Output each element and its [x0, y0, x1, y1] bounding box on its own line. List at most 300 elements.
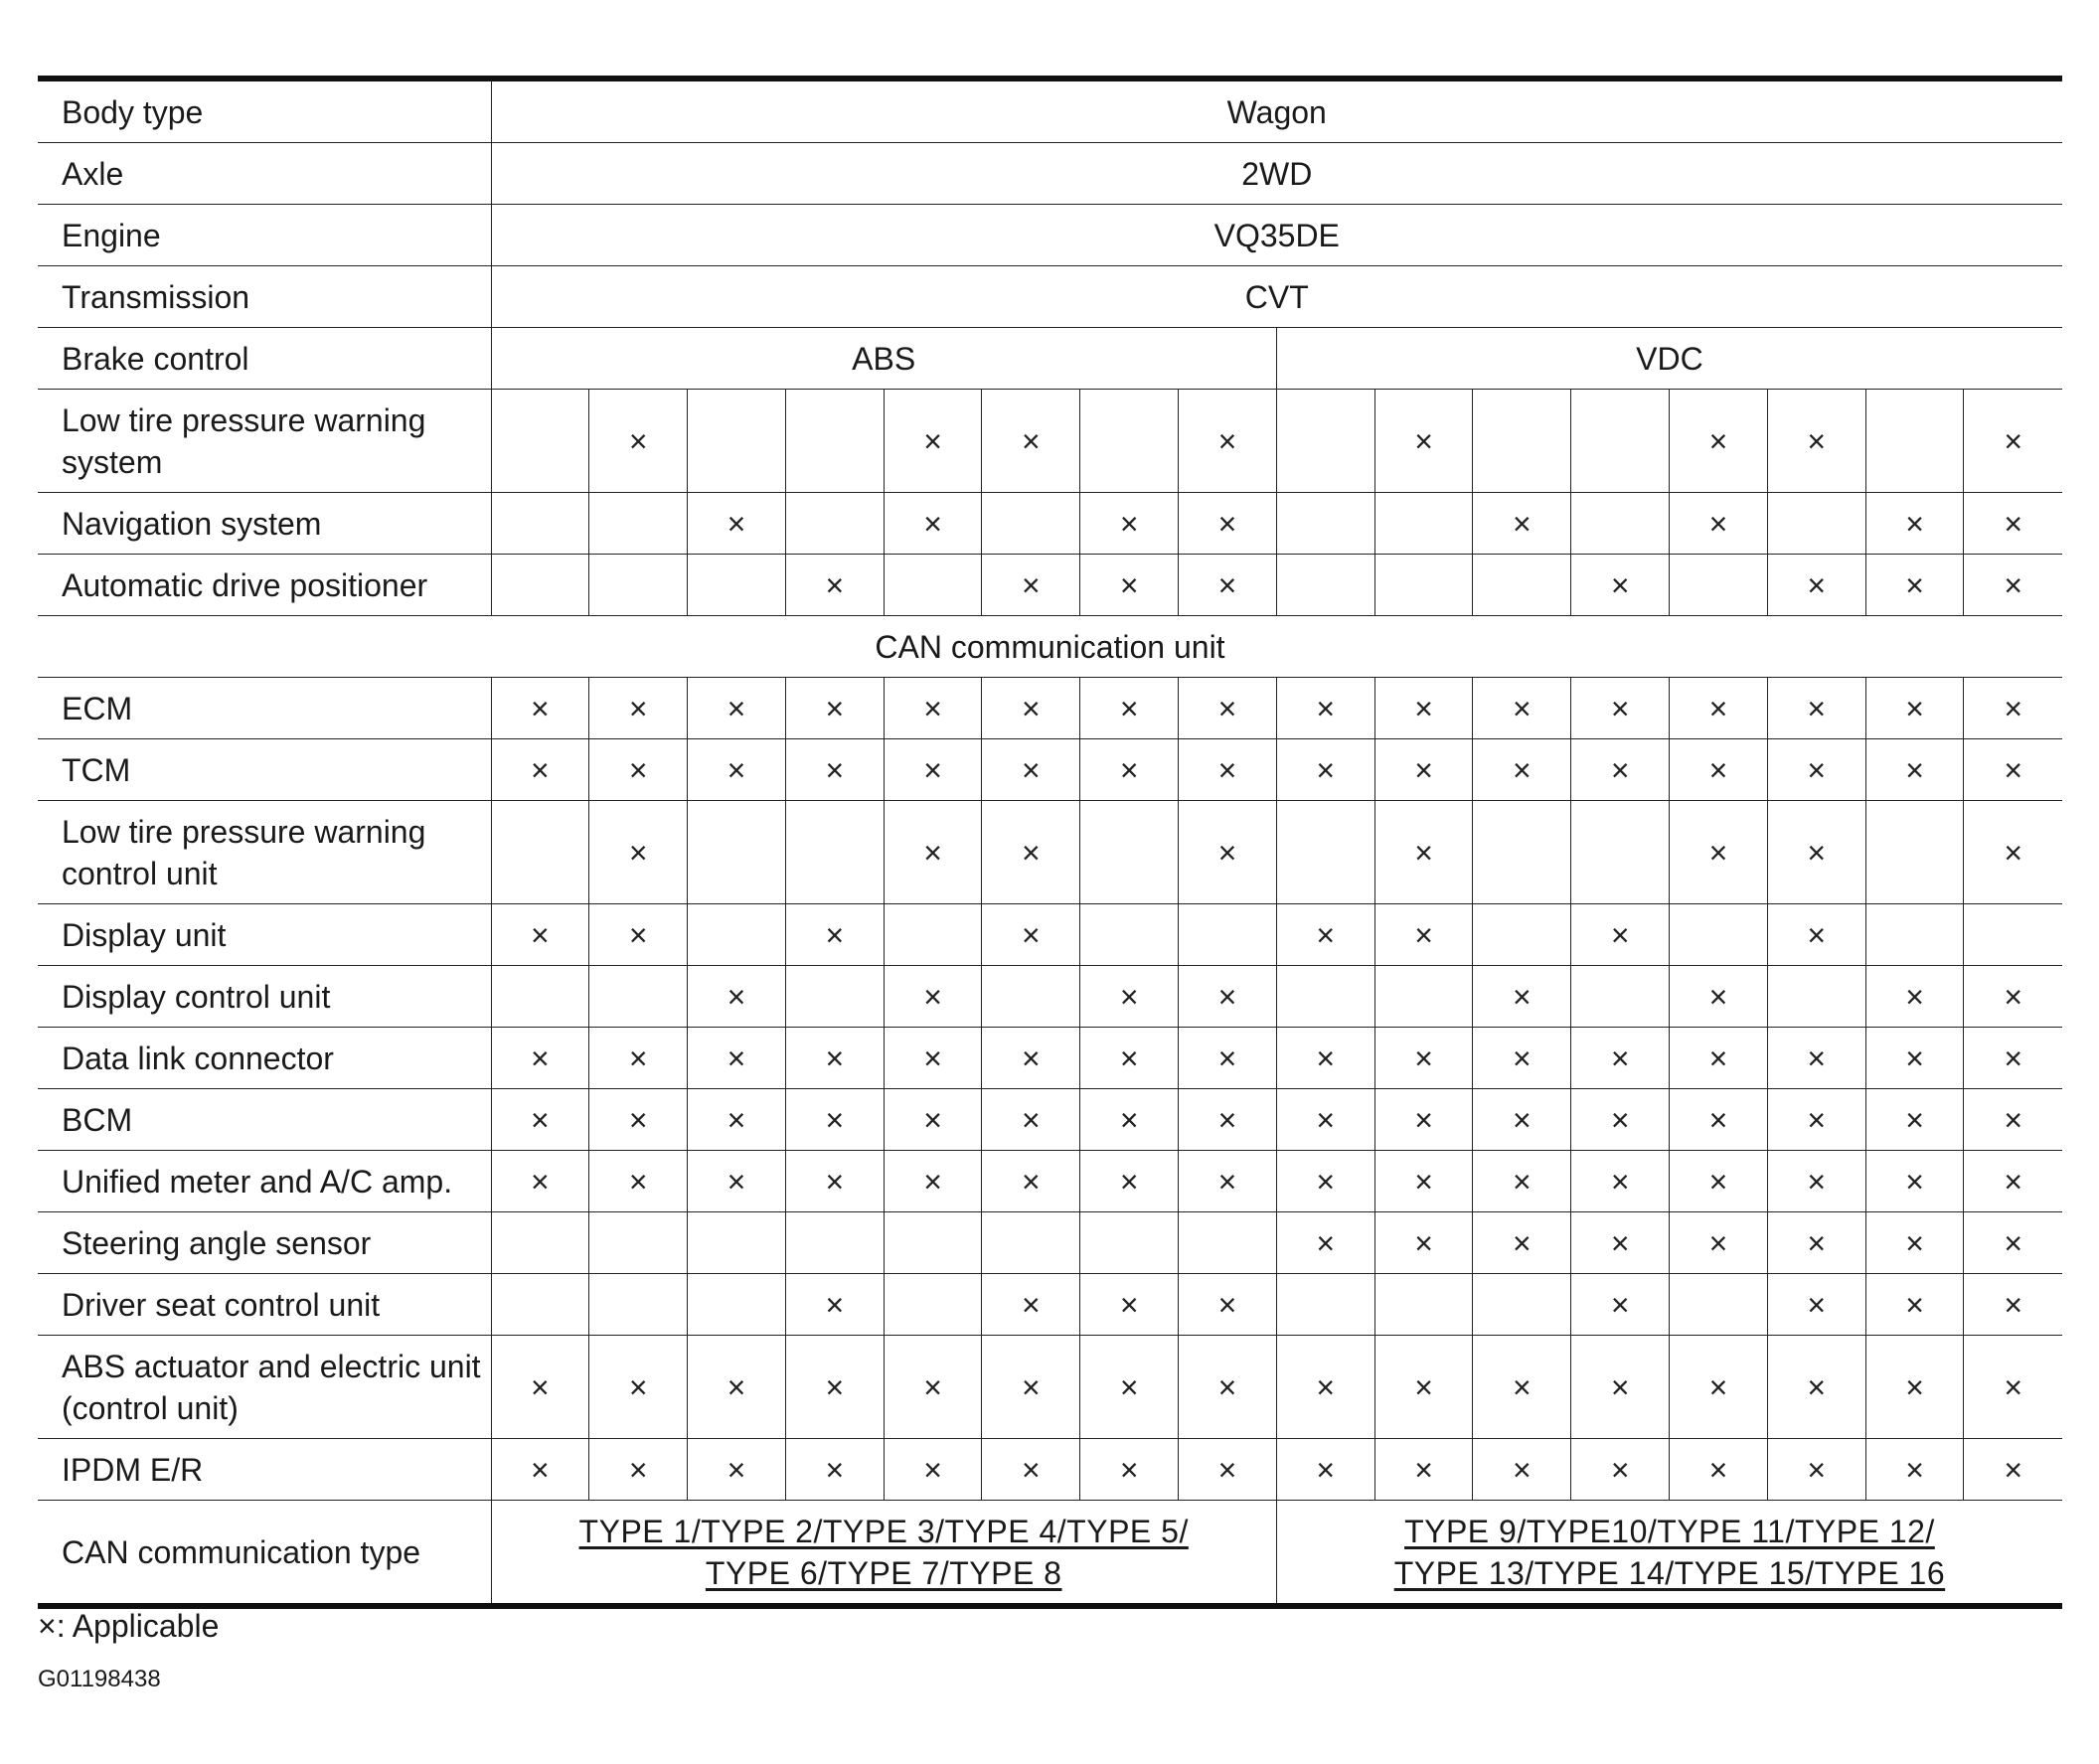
row-label: Display unit: [38, 904, 491, 966]
empty-cell: [1964, 904, 2062, 966]
applicable-mark: ×: [884, 739, 982, 801]
applicable-mark: ×: [589, 1336, 688, 1439]
applicable-mark: ×: [1374, 739, 1473, 801]
unit-row: [38, 966, 2062, 1028]
applicable-mark: ×: [1865, 493, 1964, 555]
applicable-mark: ×: [491, 1439, 589, 1501]
applicable-mark: ×: [884, 678, 982, 739]
empty-cell: [1276, 390, 1374, 493]
applicable-mark: ×: [1571, 1028, 1670, 1089]
row-label: Navigation system: [38, 493, 491, 555]
row-label: ECM: [38, 678, 491, 739]
applicable-mark: ×: [1964, 390, 2062, 493]
applicable-mark: ×: [884, 1151, 982, 1212]
applicable-mark: ×: [1374, 1028, 1473, 1089]
applicable-mark: ×: [1374, 1089, 1473, 1151]
unit-row: [38, 1089, 2062, 1151]
applicable-mark: ×: [1767, 1212, 1865, 1274]
type-line: TYPE 1/TYPE 2/TYPE 3/TYPE 4/TYPE 5/: [578, 1513, 1189, 1549]
applicable-mark: ×: [1670, 1336, 1768, 1439]
empty-cell: [884, 1274, 982, 1336]
applicable-mark: ×: [1473, 493, 1571, 555]
spec-row: [38, 266, 2062, 328]
applicable-mark: ×: [688, 493, 786, 555]
applicable-mark: ×: [1080, 1151, 1179, 1212]
applicable-mark: ×: [1964, 1028, 2062, 1089]
empty-cell: [589, 493, 688, 555]
applicable-mark: ×: [982, 390, 1080, 493]
empty-cell: [589, 1212, 688, 1274]
applicable-mark: ×: [982, 1439, 1080, 1501]
applicable-mark: ×: [1179, 390, 1277, 493]
row-label: Unified meter and A/C amp.: [38, 1151, 491, 1212]
applicable-mark: ×: [491, 1089, 589, 1151]
applicable-mark: ×: [1179, 678, 1277, 739]
empty-cell: [1080, 801, 1179, 904]
applicable-mark: ×: [1080, 1274, 1179, 1336]
feature-row: [38, 555, 2062, 616]
applicable-mark: ×: [785, 739, 884, 801]
empty-cell: [1080, 390, 1179, 493]
applicable-mark: ×: [589, 801, 688, 904]
empty-cell: [589, 1274, 688, 1336]
applicable-mark: ×: [1571, 904, 1670, 966]
empty-cell: [884, 555, 982, 616]
empty-cell: [1571, 390, 1670, 493]
empty-cell: [1571, 801, 1670, 904]
empty-cell: [884, 1212, 982, 1274]
applicable-mark: ×: [982, 801, 1080, 904]
applicable-mark: ×: [589, 739, 688, 801]
applicable-mark: ×: [884, 966, 982, 1028]
applicable-mark: ×: [1374, 1212, 1473, 1274]
empty-cell: [1080, 904, 1179, 966]
applicable-mark: ×: [1964, 739, 2062, 801]
unit-row: [38, 801, 2062, 904]
applicable-mark: ×: [982, 904, 1080, 966]
row-value: 2WD: [491, 143, 2062, 205]
unit-row: [38, 1336, 2062, 1439]
row-label: Automatic drive positioner: [38, 555, 491, 616]
applicable-mark: ×: [1865, 555, 1964, 616]
applicable-mark: ×: [785, 1439, 884, 1501]
applicable-mark: ×: [688, 1089, 786, 1151]
applicable-mark: ×: [1473, 1151, 1571, 1212]
applicable-mark: ×: [1670, 1151, 1768, 1212]
applicable-mark: ×: [688, 966, 786, 1028]
brake-group-0: ABS: [491, 328, 1276, 390]
empty-cell: [688, 1274, 786, 1336]
applicable-mark: ×: [589, 678, 688, 739]
applicable-mark: ×: [1964, 555, 2062, 616]
row-label: Engine: [38, 205, 491, 266]
applicable-mark: ×: [1571, 678, 1670, 739]
applicable-mark: ×: [589, 1089, 688, 1151]
applicable-mark: ×: [1473, 966, 1571, 1028]
applicable-mark: ×: [785, 1089, 884, 1151]
applicable-mark: ×: [1276, 739, 1374, 801]
applicable-mark: ×: [491, 678, 589, 739]
row-value: Wagon: [491, 79, 2062, 143]
applicable-mark: ×: [1670, 390, 1768, 493]
applicable-mark: ×: [1767, 1028, 1865, 1089]
empty-cell: [982, 966, 1080, 1028]
applicable-mark: ×: [1767, 739, 1865, 801]
empty-cell: [1670, 1274, 1768, 1336]
applicable-mark: ×: [1964, 1274, 2062, 1336]
applicable-mark: ×: [982, 1089, 1080, 1151]
applicable-mark: ×: [1179, 1439, 1277, 1501]
applicable-mark: ×: [1276, 1439, 1374, 1501]
applicable-mark: ×: [1865, 1212, 1964, 1274]
applicable-mark: ×: [1473, 1439, 1571, 1501]
applicable-mark: ×: [1670, 739, 1768, 801]
applicable-mark: ×: [1865, 1089, 1964, 1151]
row-label: Body type: [38, 79, 491, 143]
applicable-mark: ×: [1080, 1336, 1179, 1439]
applicable-mark: ×: [785, 678, 884, 739]
row-value: CVT: [491, 266, 2062, 328]
row-label: IPDM E/R: [38, 1439, 491, 1501]
empty-cell: [1080, 1212, 1179, 1274]
applicable-mark: ×: [688, 739, 786, 801]
applicable-mark: ×: [1276, 1028, 1374, 1089]
applicable-mark: ×: [1571, 1212, 1670, 1274]
empty-cell: [1473, 801, 1571, 904]
applicable-mark: ×: [1571, 1439, 1670, 1501]
applicable-mark: ×: [1374, 1439, 1473, 1501]
row-label: Display control unit: [38, 966, 491, 1028]
applicable-mark: ×: [1179, 966, 1277, 1028]
applicable-mark: ×: [1865, 1028, 1964, 1089]
empty-cell: [491, 493, 589, 555]
applicable-mark: ×: [1276, 1336, 1374, 1439]
empty-cell: [1276, 801, 1374, 904]
applicable-mark: ×: [785, 904, 884, 966]
applicable-mark: ×: [884, 801, 982, 904]
empty-cell: [1473, 904, 1571, 966]
applicable-mark: ×: [1276, 1212, 1374, 1274]
applicable-mark: ×: [1080, 493, 1179, 555]
empty-cell: [1276, 966, 1374, 1028]
type-line: TYPE 13/TYPE 14/TYPE 15/TYPE 16: [1393, 1554, 1946, 1591]
applicable-mark: ×: [1767, 1089, 1865, 1151]
spec-row: [38, 143, 2062, 205]
row-label: Data link connector: [38, 1028, 491, 1089]
applicable-mark: ×: [785, 1028, 884, 1089]
row-label: Steering angle sensor: [38, 1212, 491, 1274]
unit-row: [38, 678, 2062, 739]
empty-cell: [982, 1212, 1080, 1274]
row-label: TCM: [38, 739, 491, 801]
row-label: Driver seat control unit: [38, 1274, 491, 1336]
applicable-mark: ×: [1374, 801, 1473, 904]
applicable-mark: ×: [785, 1151, 884, 1212]
applicable-mark: ×: [1670, 966, 1768, 1028]
empty-cell: [1179, 904, 1277, 966]
row-label: CAN communication type: [38, 1501, 491, 1607]
applicable-mark: ×: [1865, 739, 1964, 801]
empty-cell: [785, 801, 884, 904]
empty-cell: [1374, 966, 1473, 1028]
applicable-mark: ×: [1571, 555, 1670, 616]
applicable-mark: ×: [884, 1336, 982, 1439]
unit-row: [38, 1028, 2062, 1089]
abs-types: [491, 1501, 1276, 1607]
applicable-mark: ×: [1080, 1439, 1179, 1501]
legend-text: ×: Applicable: [38, 1608, 220, 1644]
applicable-mark: ×: [688, 1439, 786, 1501]
applicable-mark: ×: [1473, 1089, 1571, 1151]
applicable-mark: ×: [785, 555, 884, 616]
applicable-mark: ×: [1179, 1089, 1277, 1151]
row-label: BCM: [38, 1089, 491, 1151]
applicable-mark: ×: [1670, 493, 1768, 555]
empty-cell: [1473, 390, 1571, 493]
unit-row: [38, 904, 2062, 966]
applicable-mark: ×: [1767, 904, 1865, 966]
empty-cell: [1276, 1274, 1374, 1336]
empty-cell: [1767, 966, 1865, 1028]
applicable-mark: ×: [1571, 1089, 1670, 1151]
applicable-mark: ×: [1670, 678, 1768, 739]
empty-cell: [589, 966, 688, 1028]
applicable-mark: ×: [688, 1151, 786, 1212]
applicable-mark: ×: [1473, 739, 1571, 801]
empty-cell: [688, 801, 786, 904]
applicable-mark: ×: [589, 904, 688, 966]
applicable-mark: ×: [982, 1336, 1080, 1439]
applicable-mark: ×: [1179, 1336, 1277, 1439]
section-row: [38, 616, 2062, 678]
empty-cell: [491, 966, 589, 1028]
applicable-mark: ×: [688, 1336, 786, 1439]
row-label: Axle: [38, 143, 491, 205]
applicable-mark: ×: [589, 1151, 688, 1212]
vdc-types: [1276, 1501, 2062, 1607]
applicable-mark: ×: [1571, 739, 1670, 801]
applicable-mark: ×: [1473, 1028, 1571, 1089]
applicable-mark: ×: [982, 1028, 1080, 1089]
empty-cell: [688, 390, 786, 493]
applicable-mark: ×: [1080, 966, 1179, 1028]
empty-cell: [1276, 493, 1374, 555]
brake-group-1: VDC: [1276, 328, 2062, 390]
applicable-mark: ×: [491, 904, 589, 966]
empty-cell: [1571, 966, 1670, 1028]
applicable-mark: ×: [1767, 390, 1865, 493]
applicable-mark: ×: [785, 1336, 884, 1439]
empty-cell: [1865, 801, 1964, 904]
empty-cell: [1276, 555, 1374, 616]
empty-cell: [688, 1212, 786, 1274]
applicable-mark: ×: [589, 1028, 688, 1089]
empty-cell: [1374, 555, 1473, 616]
applicable-mark: ×: [1080, 555, 1179, 616]
applicable-mark: ×: [1374, 904, 1473, 966]
row-label: Low tire pressure warning control unit: [38, 801, 491, 904]
applicable-mark: ×: [1865, 966, 1964, 1028]
applicable-mark: ×: [1964, 1151, 2062, 1212]
applicable-mark: ×: [1670, 1089, 1768, 1151]
empty-cell: [1473, 555, 1571, 616]
applicable-mark: ×: [1473, 1212, 1571, 1274]
empty-cell: [1670, 904, 1768, 966]
applicable-mark: ×: [1964, 1336, 2062, 1439]
empty-cell: [1670, 555, 1768, 616]
applicable-mark: ×: [1670, 1439, 1768, 1501]
applicable-mark: ×: [884, 390, 982, 493]
applicable-mark: ×: [688, 1028, 786, 1089]
applicable-mark: ×: [1865, 1151, 1964, 1212]
spec-row: [38, 79, 2062, 143]
unit-row: [38, 1274, 2062, 1336]
applicable-mark: ×: [982, 1274, 1080, 1336]
applicable-mark: ×: [982, 1151, 1080, 1212]
empty-cell: [1473, 1274, 1571, 1336]
applicable-mark: ×: [884, 493, 982, 555]
empty-cell: [491, 1274, 589, 1336]
applicable-mark: ×: [1179, 493, 1277, 555]
empty-cell: [785, 1212, 884, 1274]
applicable-mark: ×: [1080, 678, 1179, 739]
applicable-mark: ×: [1374, 678, 1473, 739]
empty-cell: [982, 493, 1080, 555]
type-line: TYPE 9/TYPE10/TYPE 11/TYPE 12/: [1404, 1513, 1935, 1549]
row-label: Low tire pressure warning system: [38, 390, 491, 493]
applicable-mark: ×: [1964, 1089, 2062, 1151]
applicable-mark: ×: [1473, 1336, 1571, 1439]
applicable-mark: ×: [1670, 801, 1768, 904]
applicable-mark: ×: [491, 739, 589, 801]
empty-cell: [1865, 390, 1964, 493]
applicable-mark: ×: [1964, 493, 2062, 555]
section-title: CAN communication unit: [38, 616, 2062, 678]
unit-row: [38, 739, 2062, 801]
applicable-mark: ×: [1374, 1151, 1473, 1212]
applicable-mark: ×: [1276, 1151, 1374, 1212]
empty-cell: [1374, 493, 1473, 555]
empty-cell: [1179, 1212, 1277, 1274]
applicable-mark: ×: [1179, 1274, 1277, 1336]
applicable-mark: ×: [1767, 1336, 1865, 1439]
applicable-mark: ×: [1179, 1151, 1277, 1212]
applicable-mark: ×: [1964, 966, 2062, 1028]
applicable-mark: ×: [1865, 1336, 1964, 1439]
spec-row: [38, 205, 2062, 266]
applicable-mark: ×: [884, 1439, 982, 1501]
applicable-mark: ×: [1276, 1089, 1374, 1151]
applicable-mark: ×: [1179, 555, 1277, 616]
type-line: TYPE 6/TYPE 7/TYPE 8: [705, 1554, 1062, 1591]
unit-row: [38, 1439, 2062, 1501]
empty-cell: [688, 555, 786, 616]
empty-cell: [688, 904, 786, 966]
empty-cell: [785, 390, 884, 493]
applicable-mark: ×: [688, 678, 786, 739]
unit-row: [38, 1212, 2062, 1274]
applicable-mark: ×: [1179, 739, 1277, 801]
applicable-mark: ×: [1670, 1212, 1768, 1274]
applicable-mark: ×: [884, 1028, 982, 1089]
empty-cell: [491, 390, 589, 493]
applicable-mark: ×: [982, 739, 1080, 801]
applicable-mark: ×: [1767, 801, 1865, 904]
applicable-mark: ×: [589, 1439, 688, 1501]
empty-cell: [785, 966, 884, 1028]
can-type-row: [38, 1501, 2062, 1607]
feature-row: [38, 493, 2062, 555]
applicable-mark: ×: [1670, 1028, 1768, 1089]
applicable-mark: ×: [491, 1028, 589, 1089]
row-label: Brake control: [38, 328, 491, 390]
applicable-mark: ×: [1964, 678, 2062, 739]
applicable-mark: ×: [1276, 904, 1374, 966]
empty-cell: [785, 493, 884, 555]
applicable-mark: ×: [1276, 678, 1374, 739]
applicable-mark: ×: [884, 1089, 982, 1151]
empty-cell: [1374, 1274, 1473, 1336]
applicable-mark: ×: [982, 555, 1080, 616]
applicable-mark: ×: [1374, 1336, 1473, 1439]
applicable-mark: ×: [1080, 1089, 1179, 1151]
figure-id: G01198438: [38, 1666, 161, 1692]
applicable-mark: ×: [785, 1274, 884, 1336]
empty-cell: [1571, 493, 1670, 555]
applicable-mark: ×: [1571, 1274, 1670, 1336]
applicable-mark: ×: [1865, 678, 1964, 739]
can-communication-table: [38, 76, 2062, 1609]
applicable-mark: ×: [1179, 1028, 1277, 1089]
feature-row: [38, 390, 2062, 493]
empty-cell: [1865, 904, 1964, 966]
applicable-mark: ×: [491, 1336, 589, 1439]
applicable-mark: ×: [1179, 801, 1277, 904]
applicable-mark: ×: [1767, 555, 1865, 616]
applicable-mark: ×: [1865, 1274, 1964, 1336]
applicable-mark: ×: [1964, 1439, 2062, 1501]
applicable-mark: ×: [1964, 801, 2062, 904]
applicable-mark: ×: [1080, 739, 1179, 801]
empty-cell: [491, 1212, 589, 1274]
row-value: VQ35DE: [491, 205, 2062, 266]
empty-cell: [491, 801, 589, 904]
applicable-mark: ×: [1767, 1151, 1865, 1212]
can-system-chart: [38, 76, 2062, 1609]
applicable-mark: ×: [589, 390, 688, 493]
applicable-mark: ×: [1964, 1212, 2062, 1274]
row-label: ABS actuator and electric unit (control unit): [38, 1336, 491, 1439]
applicable-mark: ×: [491, 1151, 589, 1212]
applicable-mark: ×: [1080, 1028, 1179, 1089]
applicable-mark: ×: [982, 678, 1080, 739]
empty-cell: [884, 904, 982, 966]
applicable-mark: ×: [1571, 1336, 1670, 1439]
row-label: Transmission: [38, 266, 491, 328]
empty-cell: [491, 555, 589, 616]
applicable-mark: ×: [1767, 1274, 1865, 1336]
unit-row: [38, 1151, 2062, 1212]
empty-cell: [589, 555, 688, 616]
empty-cell: [1767, 493, 1865, 555]
applicable-mark: ×: [1473, 678, 1571, 739]
applicable-mark: ×: [1571, 1151, 1670, 1212]
brake-control-row: [38, 328, 2062, 390]
applicable-mark: ×: [1374, 390, 1473, 493]
applicable-mark: ×: [1865, 1439, 1964, 1501]
applicable-mark: ×: [1767, 1439, 1865, 1501]
applicable-mark: ×: [1767, 678, 1865, 739]
